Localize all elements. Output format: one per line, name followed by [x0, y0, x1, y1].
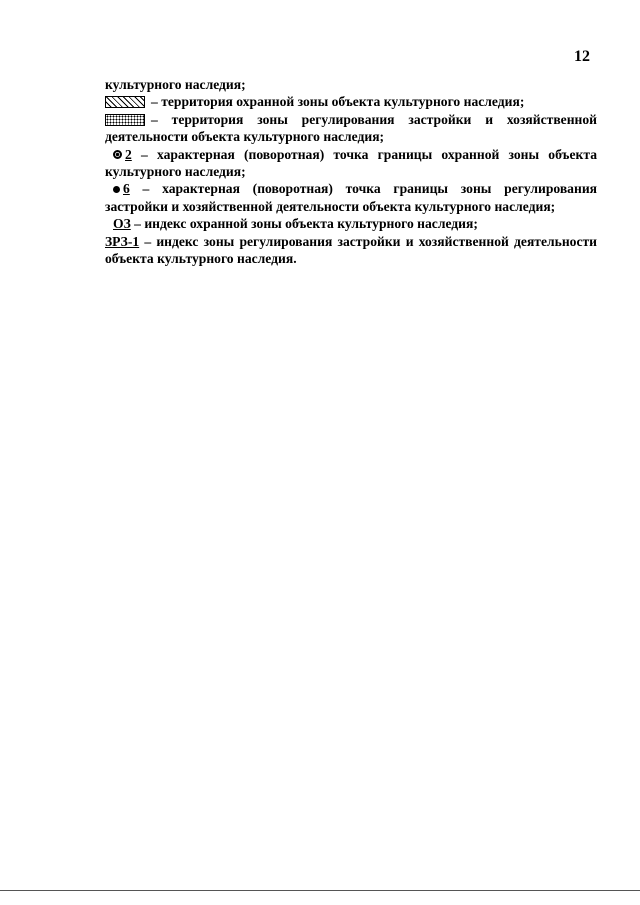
legend-regulation-zone: – территория зоны регулирования застройки и хозяйственной [105, 111, 597, 128]
legend-index-protect: ОЗ – индекс охранной зоны объекта культурного наследия; [113, 216, 478, 232]
legend-line-1: культурного наследия; [105, 77, 246, 92]
legend-point-protect-cont: культурного наследия; [105, 164, 246, 180]
hatch-pattern-icon [105, 96, 145, 108]
page-number: 12 [574, 48, 590, 65]
legend-point-regulation-cont: застройки и хозяйственной деятельности объекта культурного наследия; [105, 198, 556, 214]
solid-point-icon [113, 186, 120, 193]
legend-regulation-zone-cont: деятельности объекта культурного наследия; [105, 129, 385, 145]
legend [105, 76, 597, 267]
legend-point-regulation: 6 – характерная (поворотная) точка границы зоны регулирования [105, 180, 597, 197]
legend-index-regulation: ЗРЗ-1 – индекс зоны регулирования застройки и хозяйственной деятельности [105, 233, 597, 249]
ring-point-icon [113, 150, 122, 159]
legend-index-regulation-cont: объекта культурного наследия. [105, 251, 297, 267]
bottom-rule [0, 890, 640, 891]
dotted-pattern-icon [105, 114, 145, 126]
legend-protect-zone: – территория охранной зоны объекта культурного наследия; [105, 93, 597, 110]
legend-point-protect: 2 – характерная (поворотная) точка границы охранной зоны объекта [105, 146, 597, 163]
